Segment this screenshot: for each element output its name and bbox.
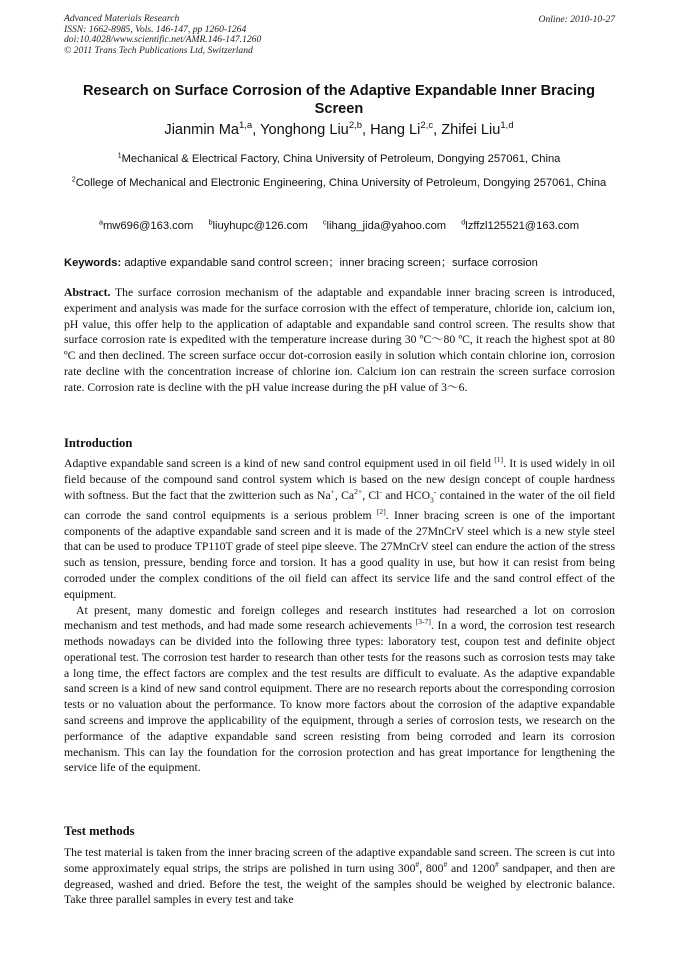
section-heading-test-methods: Test methods: [64, 824, 135, 838]
abstract: [64, 285, 615, 396]
author-affiliation-mark: 1,d: [500, 120, 514, 132]
text-run: contained in the water of the oil field can corrode the sand control equipments is a serious problem: [64, 488, 615, 522]
keywords-text: adaptive expandable sand control screen；inner bracing screen；surface corrosion: [124, 257, 538, 269]
citation-ref: [2]: [376, 506, 386, 516]
paper-title: Research on Surface Corrosion of the Adaptive Expandable Inner Bracing Screen: [83, 83, 595, 117]
affiliation-mark: 2: [71, 174, 76, 184]
text-run: sandpaper, and then are degreased, washed and dried. Before the test, the weight of the samples should be weighed by electronic balance. Take three parallel samples in every test and take: [64, 861, 616, 907]
affiliation: [70, 151, 608, 168]
text-run: and HCO: [381, 488, 431, 502]
grit-mark: #: [495, 859, 499, 869]
author-affiliation-mark: 1,a: [239, 120, 253, 132]
ion-charge: 2+: [354, 486, 363, 496]
email-address: liuyhupc@126.com: [212, 220, 308, 232]
author-list: [64, 121, 614, 139]
copyright-line: © 2011 Trans Tech Publications Ltd, Switzerland: [64, 44, 253, 56]
citation-ref: [3-7]: [415, 617, 431, 627]
introduction-body: [64, 456, 615, 776]
keywords: [64, 255, 614, 271]
author-name: Jianmin Ma: [164, 122, 240, 138]
text-run: Adaptive expandable sand screen is a kind of new sand control equipment used in oil field: [64, 457, 495, 470]
author-name: Yonghong Liu: [260, 122, 349, 138]
journal-name: Advanced Materials Research: [64, 13, 180, 24]
email-entry: [208, 217, 308, 232]
text-run: The test material is taken from the inner bracing screen of the adaptive expandable sand screen. The screen is cut into some approximately equal strips, the strips are polished in turn using 300: [64, 846, 615, 875]
affiliation-mark: 1: [117, 150, 122, 160]
author-separator: ,: [433, 122, 442, 138]
email-address: mw696@163.com: [102, 220, 194, 232]
text-run: and 1200: [447, 861, 496, 875]
paragraph: [64, 603, 615, 777]
grit-mark: #: [443, 859, 448, 869]
test-methods-body: [64, 845, 615, 908]
author-affiliation-mark: 2,c: [420, 120, 434, 132]
grit-mark: #: [415, 859, 420, 869]
text-run: . In a word, the corrosion test research methods nowadays can be divided into the following three types: laboratory test, coupon test and definite object operational test. The corrosion test harder to research than other tests for the reasons such as corrosion tests may take a long time, the effect factors are complex and the test results are difficult to evaluate. As the adaptive expandable sand screen is a kind of new sand control equipment. There are no research reports about the corresponding corrosion tests or no valuation about the performance. To know more factors about the corrosion of the adaptive expandable sand screens and improve the applicability of the equipment, through a series of corrosion tests, we research on the performance of the adaptive expandable sand screen resisting from being corroded and learn its corrosion mechanism. This can lay the foundation for the corrosion protection and has great importance for lengthening the service life of the equipment.: [64, 619, 615, 775]
text-run: . It is used widely in oil field because of the compound sand control system which is based on the new design concept of couple hardness with softness. But the fact that the zwitterion such as Na: [64, 457, 615, 502]
text-run: , Cl: [362, 488, 380, 502]
text-run: , Ca: [334, 488, 355, 502]
ion-charge: -: [379, 486, 382, 496]
ion-charge: +: [330, 486, 335, 496]
author-name: Hang Li: [370, 122, 421, 138]
ion-charge: -: [433, 486, 437, 496]
email-mark: b: [208, 217, 213, 227]
citation-ref: [1]: [494, 455, 504, 465]
email-list: [64, 218, 614, 234]
email-mark: a: [98, 217, 103, 227]
issn-line: ISSN: 1662-8985, Vols. 146-147, pp 1260-1264: [64, 23, 247, 35]
online-date: Online: 2010-10-27: [538, 14, 615, 25]
email-address: lzffzl125521@163.com: [465, 220, 580, 232]
doi-line: doi:10.4028/www.scientific.net/AMR.146-147.1260: [64, 34, 262, 46]
text-run: , 800: [419, 861, 444, 875]
affiliation: [70, 175, 608, 192]
author-name: Zhifei Liu: [441, 122, 501, 138]
email-mark: c: [322, 217, 327, 227]
author-affiliation-mark: 2,b: [348, 120, 362, 132]
author-separator: ,: [362, 122, 371, 138]
text-run: At present, many domestic and foreign colleges and research institutes had researched a lot on corrosion mechanism and test methods, and had made some research achievements: [64, 603, 615, 633]
affiliation-text: College of Mechanical and Electronic Engineering, China University of Petroleum, Dongying 257061, China: [75, 177, 607, 189]
email-entry: [461, 217, 580, 232]
abstract-label: Abstract.: [64, 286, 111, 299]
abstract-text: The surface corrosion mechanism of the adaptable and expandable inner bracing screen is introduced, experiment and analysis was made for the surface corrosion with the effect of temperature, chloride ion, calcium ion, pH value, this offer help to the application of adaptable and expandable sand control screen. The results show that surface corrosion rate is expedited with the temperature increase during 30 ºC～80 ºC, it reach the highest spot at 80 ºC and then declined. The screen surface occur dot-corrosion easily in solution which contain chlorine ion, corrosion rate decline with the concentration increase of chlorine ion. Calcium ion can restrain the screen surface corrosion rate. Corrosion rate is decline with the pH value increase during the pH value of 3～6.: [64, 286, 615, 394]
email-mark: d: [461, 217, 466, 227]
email-entry: [98, 217, 194, 232]
keywords-label: Keywords:: [64, 257, 122, 269]
paragraph: [64, 456, 615, 603]
affiliation-text: Mechanical & Electrical Factory, China University of Petroleum, Dongying 257061, China: [121, 153, 561, 165]
chem-subscript: 3: [430, 494, 434, 504]
paragraph: [64, 845, 615, 908]
text-run: . Inner bracing screen is one of the important components of the adaptive expandable sand screen and it is made of the 27MnCrV steel which is a new style steel that can be used to produce TP110T grade of steel pipe sleeve. The 27MnCrV steel can endure the action of the stress such as tension, pressure, bending force and torsion. It has a good quality in use, but how it can resist from being corroded under the complex conditions of the oil field can affect its service life and the sand control effect of the equipment.: [64, 508, 615, 601]
email-address: lihang_jida@yahoo.com: [326, 220, 447, 232]
journal-header: [64, 14, 261, 56]
author-separator: ,: [252, 122, 261, 138]
section-heading-introduction: Introduction: [64, 436, 133, 450]
email-entry: [322, 217, 447, 232]
